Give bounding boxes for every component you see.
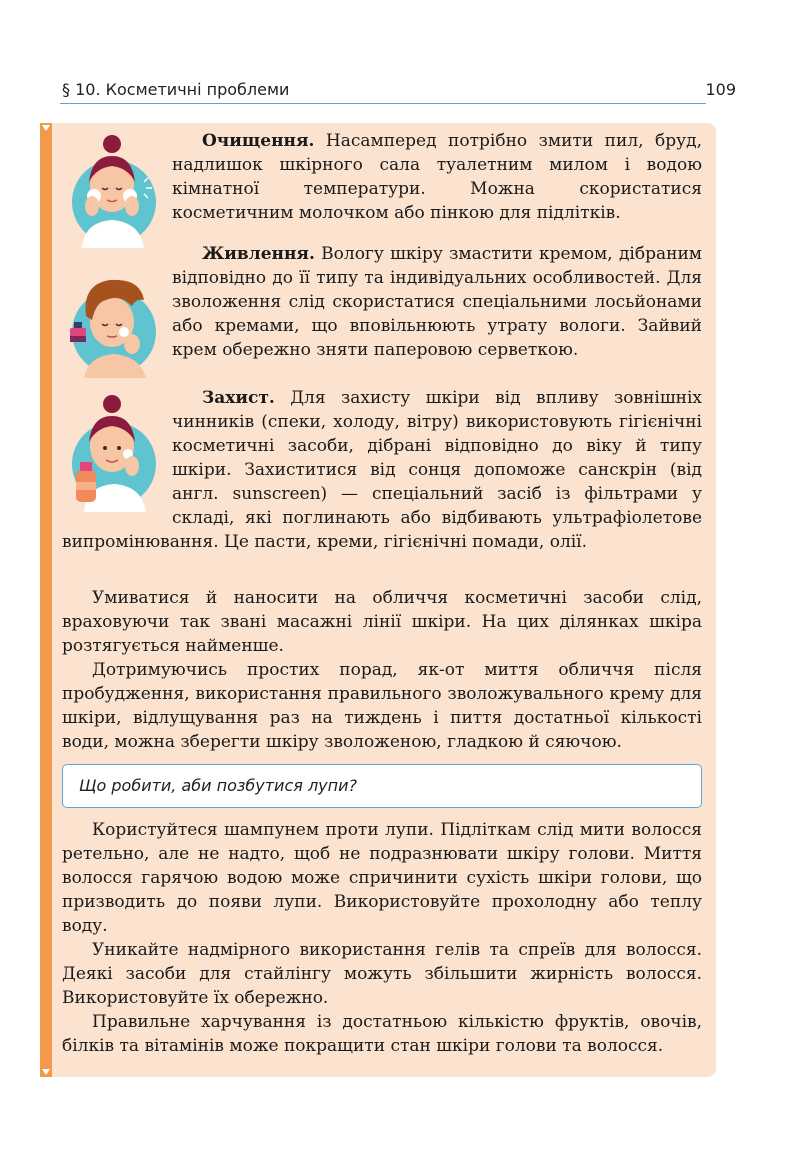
cleansing-text: Насамперед потрібно змити пил, бруд, надлишок шкірного сала туалетним милом і водою кімнатної температури. Можна скористатися косметичним молочком або пінкою для підлітків. [172,131,702,223]
question-box [62,764,702,808]
nutrition-label: Живлення. [202,244,315,264]
bar-arrow-top-icon [42,125,50,131]
protection-label: Захист. [202,388,275,408]
cleansing-paragraph [172,129,702,225]
cleansing-label: Очищення. [202,131,315,151]
nutrition-paragraph [172,242,702,362]
section-title: § 10. Косметичні проблеми [62,80,290,99]
side-accent-bar [40,123,52,1077]
protection-paragraph [62,386,702,554]
protection-term: sunscreen [232,484,321,504]
bar-arrow-bottom-icon [42,1069,50,1075]
question-text: Що робити, аби позбутися лупи? [79,776,357,795]
answer-styling-paragraph: Уникайте надмірного використання гелів та спреїв для волосся. Деякі засоби для стайлінгу можуть збільшити жирність волосся. Використовуйте їх обережно. [62,940,702,1008]
protection-text-2: ) — спеціальний засіб із фільтрами у складі, які поглинають або відбивають ультрафіолетове випромінювання. Це пасти, креми, гігієнічні помади, олії. [62,484,703,552]
answer-shampoo-paragraph: Користуйтеся шампунем проти лупи. Підліткам слід мити волосся ретельно, але не надто, щоб не подразнювати шкіру голови. Миття волосся гарячою водою може спричинити сухість шкіри голови, що призводить до появи лупи. Використовуйте прохолодну або теплу воду. [62,820,702,936]
massage-lines-paragraph: Умиватися й наносити на обличчя косметичні засоби слід, враховуючи так звані масажні лінії шкіри. На цих ділянках шкіра розтягується найменше. [62,588,702,656]
header-divider [60,103,706,104]
protection-text-1: Для захисту шкіри від впливу зовнішніх чинників (спеки, холоду, вітру) використовують гігієнічні косметичні засоби, дібрані відповідно до віку й типу шкіри. Захиститися від сонця допоможе санскрін (від англ. [172,388,703,504]
page-number: 109 [705,80,736,99]
tips-paragraph: Дотримуючись простих порад, як-от миття обличчя після пробудження, використання правильного зволожувального крему для шкіри, відлущування раз на тиждень і пиття достатньої кількості води, можна зберегти шкіру зволоженою, гладкою й сяючою. [62,660,702,752]
girl-washing-face-icon [62,130,162,250]
page-header [60,80,736,104]
boy-applying-cream-icon [62,270,162,385]
illustration-spacer [62,386,172,530]
nutrition-text: Вологу шкіру змастити кремом, дібраним відповідно до її типу та індивідуальних особливостей. Для зволоження слід скористатися спеціальними лосьйонами або кремами, що вповільнюють утрату вологи. Зайвий крем обережно зняти паперовою серветкою. [172,244,703,360]
answer-nutrition-paragraph: Правильне харчування із достатньою кількістю фруктів, овочів, білків та вітамінів може покращити стан шкіри голови та волосся. [62,1012,702,1056]
